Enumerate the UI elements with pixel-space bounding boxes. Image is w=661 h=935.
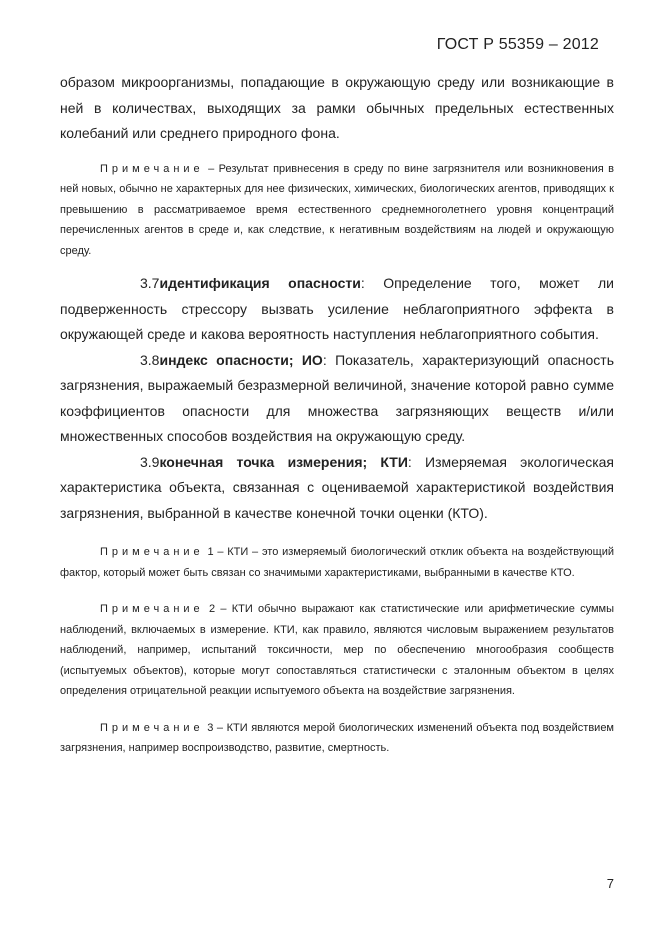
section-term: идентификация опасности xyxy=(159,275,361,291)
note-label: Примечание xyxy=(100,162,204,175)
note-2 xyxy=(60,599,614,702)
note-label: Примечание xyxy=(100,721,204,734)
section-3-8 xyxy=(60,348,614,450)
note-text: 2 – КТИ обычно выражают как статистические или арифметические суммы наблюдений, включаемых в измерение. КТИ, как правило, являются числовым выражением результатов наблюдений, например, испытаний токсичности, мер по обеспечению многообразия сообществ (испытуемых объектов), которые могут сопоставляться статистически с эталонным объектом в целях определения отрицательной реакции испытуемого объекта на воздействие загрязнения. xyxy=(60,603,614,697)
section-number: 3.9 xyxy=(140,453,160,470)
page-number: 7 xyxy=(606,876,614,891)
note-text: – Результат привнесения в среду по вине загрязнителя или возникновения в ней новых, обычно не характерных для нее физических, химических, биологических агентов, приводящих к превышению в рассматриваемое время естественного среднемноголетнего уровня концентраций перечисленных агентов в среде и, как следствие, к негативным воздействиям на людей и окружающую среду. xyxy=(60,162,614,257)
section-term: конечная точка измерения; КТИ xyxy=(159,453,408,470)
note-3 xyxy=(60,718,614,759)
section-number: 3.8 xyxy=(140,351,160,368)
note-text: 1 – КТИ – это измеряемый биологический отклик объекта на воздействующий фактор, который может быть связан со значимыми характеристиками, выбранными в качестве КТО. xyxy=(60,546,614,579)
section-definition: : Измеряемая экологическая характеристика объекта, связанная с оцениваемой характеристикой воздействия загрязнения, выбранной в качестве конечной точки оценки (КТО). xyxy=(60,453,615,521)
section-definition: : Показатель, характеризующий опасность загрязнения, выражаемый безразмерной величиной, значение которой равно сумме коэффициентов опасности для множества загрязняющих веществ и/или множественных способов воздействия на окружающую среду. xyxy=(60,351,614,444)
section-term: индекс опасности; ИО xyxy=(159,351,323,368)
section-3-7 xyxy=(60,271,614,348)
note-general xyxy=(60,159,614,262)
document-body xyxy=(60,70,614,759)
note-1 xyxy=(60,542,614,583)
section-number: 3.7 xyxy=(140,275,160,291)
section-3-9 xyxy=(60,450,614,527)
note-label: Примечание xyxy=(100,546,204,558)
section-definition: : Определение того, может ли подверженность стрессору вызвать усиление неблагоприятного эффекта в окружающей среде и какова вероятность наступления неблагоприятного события. xyxy=(60,275,614,342)
note-label: Примечание xyxy=(100,603,204,615)
note-text: 3 – КТИ являются мерой биологических изменений объекта под воздействием загрязнения, например воспроизводство, развитие, смертность. xyxy=(60,721,614,754)
document-header: ГОСТ Р 55359 – 2012 xyxy=(436,36,599,53)
intro-paragraph: образом микроорганизмы, попадающие в окружающую среду или возникающие в ней в количествах, выходящих за рамки обычных предельных естественных колебаний или среднего природного фона. xyxy=(60,74,614,141)
